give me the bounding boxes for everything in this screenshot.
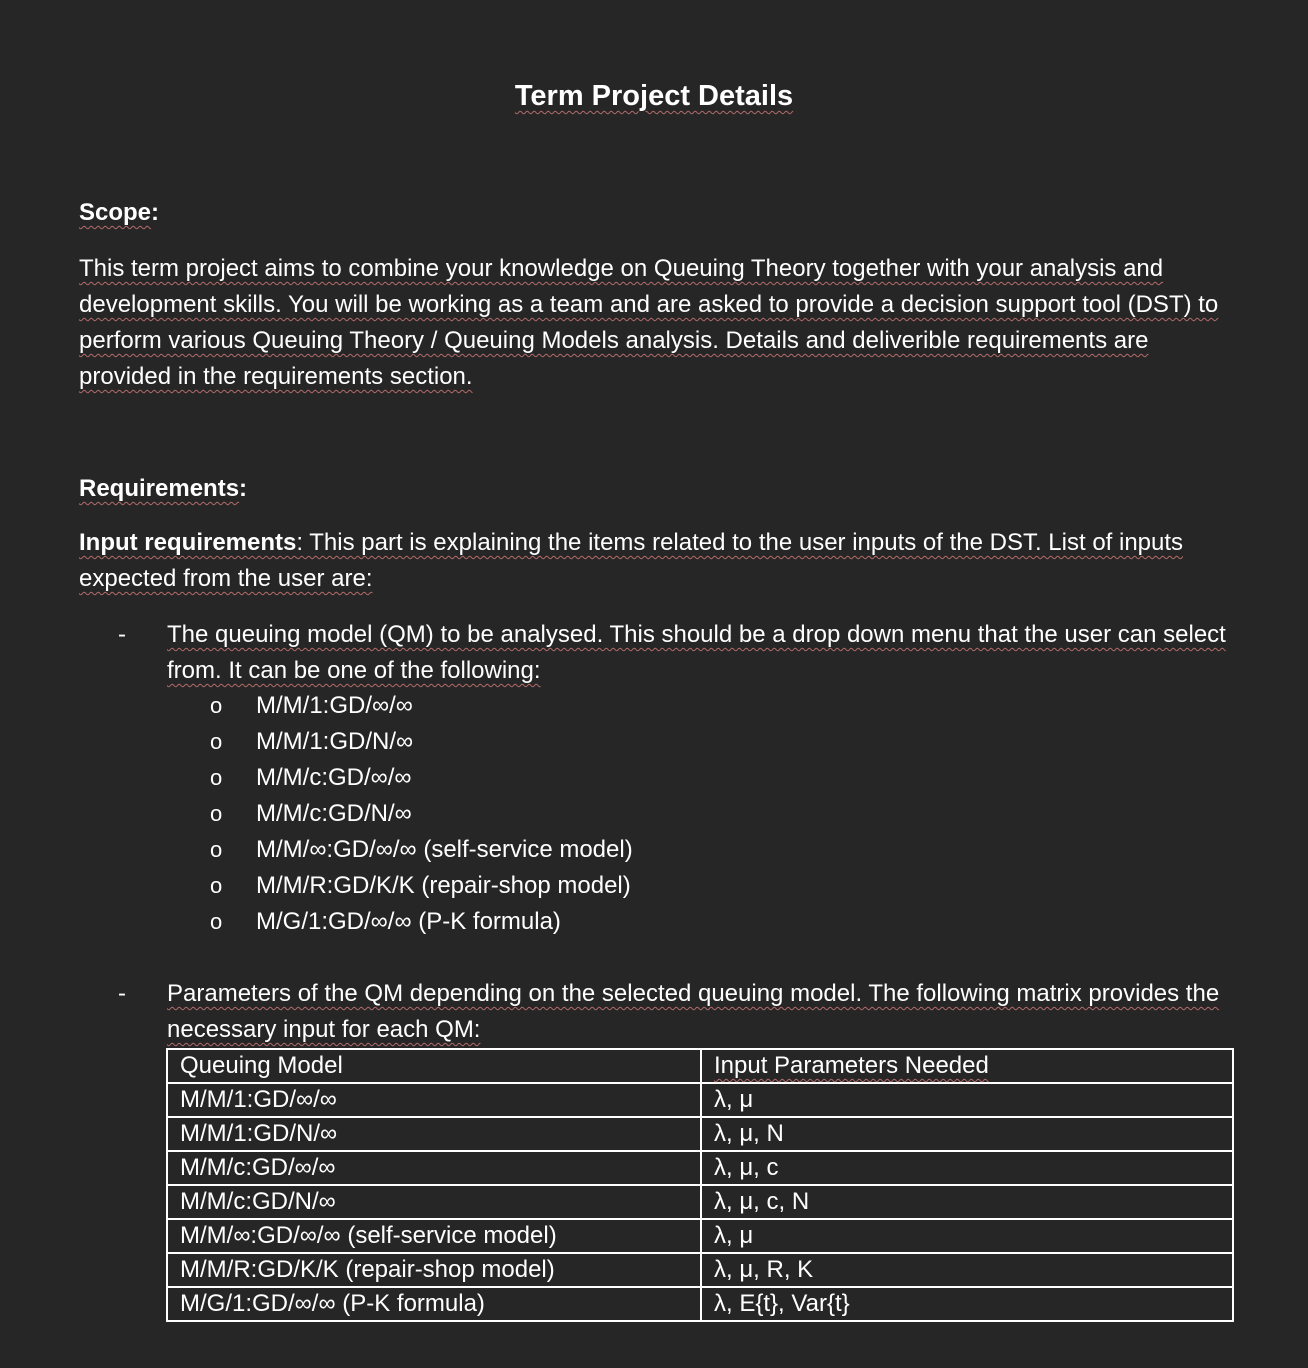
sub-bullet-marker: o: [210, 693, 223, 718]
table-cell: M/M/1:GD/N/∞: [167, 1117, 701, 1151]
list-item: [210, 868, 633, 904]
scope-heading: [79, 195, 159, 231]
list-item: [210, 904, 633, 940]
input-requirements-text: : This part is explaining the items related to the user inputs of the DST. List of inputs expected from the user are:: [79, 529, 1184, 592]
table-cell: λ, μ, c, N: [701, 1185, 1233, 1219]
table-cell: M/G/1:GD/∞/∞ (P-K formula): [167, 1287, 701, 1321]
table-row: [167, 1219, 1233, 1253]
model-name: M/M/R:GD/K/K (repair-shop model): [256, 872, 631, 899]
input-requirements-paragraph: [79, 525, 1239, 597]
list-item: [210, 796, 633, 832]
table-row: [167, 1083, 1233, 1117]
sub-bullet-marker: o: [210, 801, 223, 826]
sub-bullet-marker: o: [210, 837, 223, 862]
table-cell: λ, μ: [701, 1083, 1233, 1117]
requirements-heading-text: Requirements: [79, 475, 240, 502]
table-header-cell: Queuing Model: [167, 1049, 701, 1083]
page-title: Term Project Details: [514, 80, 794, 112]
sub-bullet-marker: o: [210, 729, 223, 754]
scope-heading-colon: :: [151, 199, 160, 226]
bullet-text-2: Parameters of the QM depending on the selected queuing model. The following matrix provides the necessary input for each QM:: [167, 980, 1220, 1043]
sub-bullet-marker: o: [210, 765, 223, 790]
list-item: [210, 832, 633, 868]
requirements-heading: [79, 471, 247, 507]
model-name: M/M/∞:GD/∞/∞ (self-service model): [256, 836, 633, 863]
model-name: M/M/1:GD/∞/∞: [256, 692, 413, 719]
bullet-marker-2: -: [118, 980, 126, 1007]
table-cell: M/M/R:GD/K/K (repair-shop model): [167, 1253, 701, 1287]
table-header-row: [167, 1049, 1233, 1083]
list-item: [210, 724, 633, 760]
table-cell: M/M/1:GD/∞/∞: [167, 1083, 701, 1117]
model-name: M/M/1:GD/N/∞: [256, 728, 414, 755]
table-cell: M/M/∞:GD/∞/∞ (self-service model): [167, 1219, 701, 1253]
table-cell: M/M/c:GD/∞/∞: [167, 1151, 701, 1185]
list-item: [210, 760, 633, 796]
table-header-cell: Input Parameters Needed: [701, 1049, 1233, 1083]
table-cell: λ, μ, c: [701, 1151, 1233, 1185]
table-row: [167, 1185, 1233, 1219]
bullet-marker-1: -: [118, 621, 126, 648]
table-cell: λ, μ, N: [701, 1117, 1233, 1151]
bullet-text-1: The queuing model (QM) to be analysed. This should be a drop down menu that the user can select from. It can be one of the following:: [167, 621, 1226, 684]
table-row: [167, 1117, 1233, 1151]
model-name: M/M/c:GD/∞/∞: [256, 764, 412, 791]
table-cell: λ, E{t}, Var{t}: [701, 1287, 1233, 1321]
table-row: [167, 1151, 1233, 1185]
sub-bullet-marker: o: [210, 873, 223, 898]
sub-bullet-marker: o: [210, 909, 223, 934]
scope-paragraph: This term project aims to combine your knowledge on Queuing Theory together with your analysis and development skills. You will be working as a team and are asked to provide a decision support tool (DST) to perform various Queuing Theory / Queuing Models analysis. Details and deliverible requirements are provided in the requirements section.: [79, 255, 1219, 390]
table-cell: M/M/c:GD/N/∞: [167, 1185, 701, 1219]
queuing-model-list: [210, 688, 633, 940]
table-cell: λ, μ, R, K: [701, 1253, 1233, 1287]
table-row: [167, 1287, 1233, 1321]
model-name: M/M/c:GD/N/∞: [256, 800, 412, 827]
requirements-heading-colon: :: [239, 475, 248, 502]
table-cell: λ, μ: [701, 1219, 1233, 1253]
input-requirements-label: Input requirements: [79, 529, 297, 556]
model-name: M/G/1:GD/∞/∞ (P-K formula): [256, 908, 561, 935]
list-item: [210, 688, 633, 724]
scope-heading-text: Scope: [79, 199, 152, 226]
table-row: [167, 1253, 1233, 1287]
input-parameters-table: [166, 1048, 1234, 1322]
